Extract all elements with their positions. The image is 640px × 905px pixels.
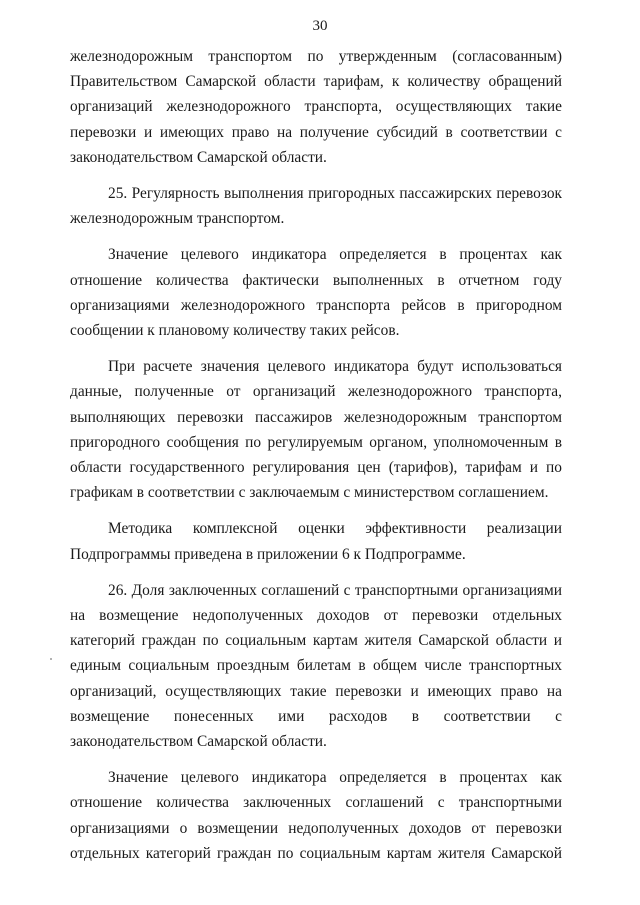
document-body bbox=[70, 44, 562, 866]
paragraph-item-25-definition: Значение целевого индикатора определяется в процентах как отношение количества фактически выполненных в отчетном году организациями железнодорожного транспорта рейсов в пригородном сообщении к плановому количеству таких рейсов. bbox=[70, 246, 562, 340]
paragraph-methodology-reference: Методика комплексной оценки эффективности реализации Подпрограммы приведена в приложении 6 к Подпрограмме. bbox=[70, 520, 562, 563]
paragraph-item-25-calculation: При расчете значения целевого индикатора будут использоваться данные, полученные от организаций железнодорожного транспорта, выполняющих перевозки пассажиров железнодорожным транспортом пригородного сообщения по регулируемым органом, уполномоченным в области государственного регулирования цен (тарифов), тарифам и по графикам в соответствии с заключаемым с министерством соглашением. bbox=[70, 358, 562, 502]
paragraph-item-26-heading: 26. Доля заключенных соглашений с транспортными организациями на возмещение недополученных доходов от перевозки отдельных категорий граждан по социальным картам жителя Самарской области и единым социальным проездным билетам в общем числе транспортных организаций, осуществляющих такие перевозки и имеющих право на возмещение понесенных ими расходов в соответствии с законодательством Самарской области. bbox=[70, 581, 562, 751]
paragraph-continuation: железнодорожным транспортом по утвержденным (согласованным) Правительством Самарской области тарифам, к количеству обращений организаций железнодорожного транспорта, осуществляющих такие перевозки и имеющих право на получение субсидий в соответствии с законодательством Самарской области. bbox=[70, 48, 562, 166]
paragraph-item-25-heading: 25. Регулярность выполнения пригородных пассажирских перевозок железнодорожным транспортом. bbox=[70, 185, 562, 228]
page-number: 30 bbox=[312, 18, 328, 34]
paragraph-item-26-definition: Значение целевого индикатора определяется в процентах как отношение количества заключенных соглашений с транспортными организациями о возмещении недополученных доходов от перевозки отдельных категорий граждан по социальным картам жителя Самарской bbox=[70, 769, 562, 862]
scan-margin-speck bbox=[50, 658, 52, 660]
